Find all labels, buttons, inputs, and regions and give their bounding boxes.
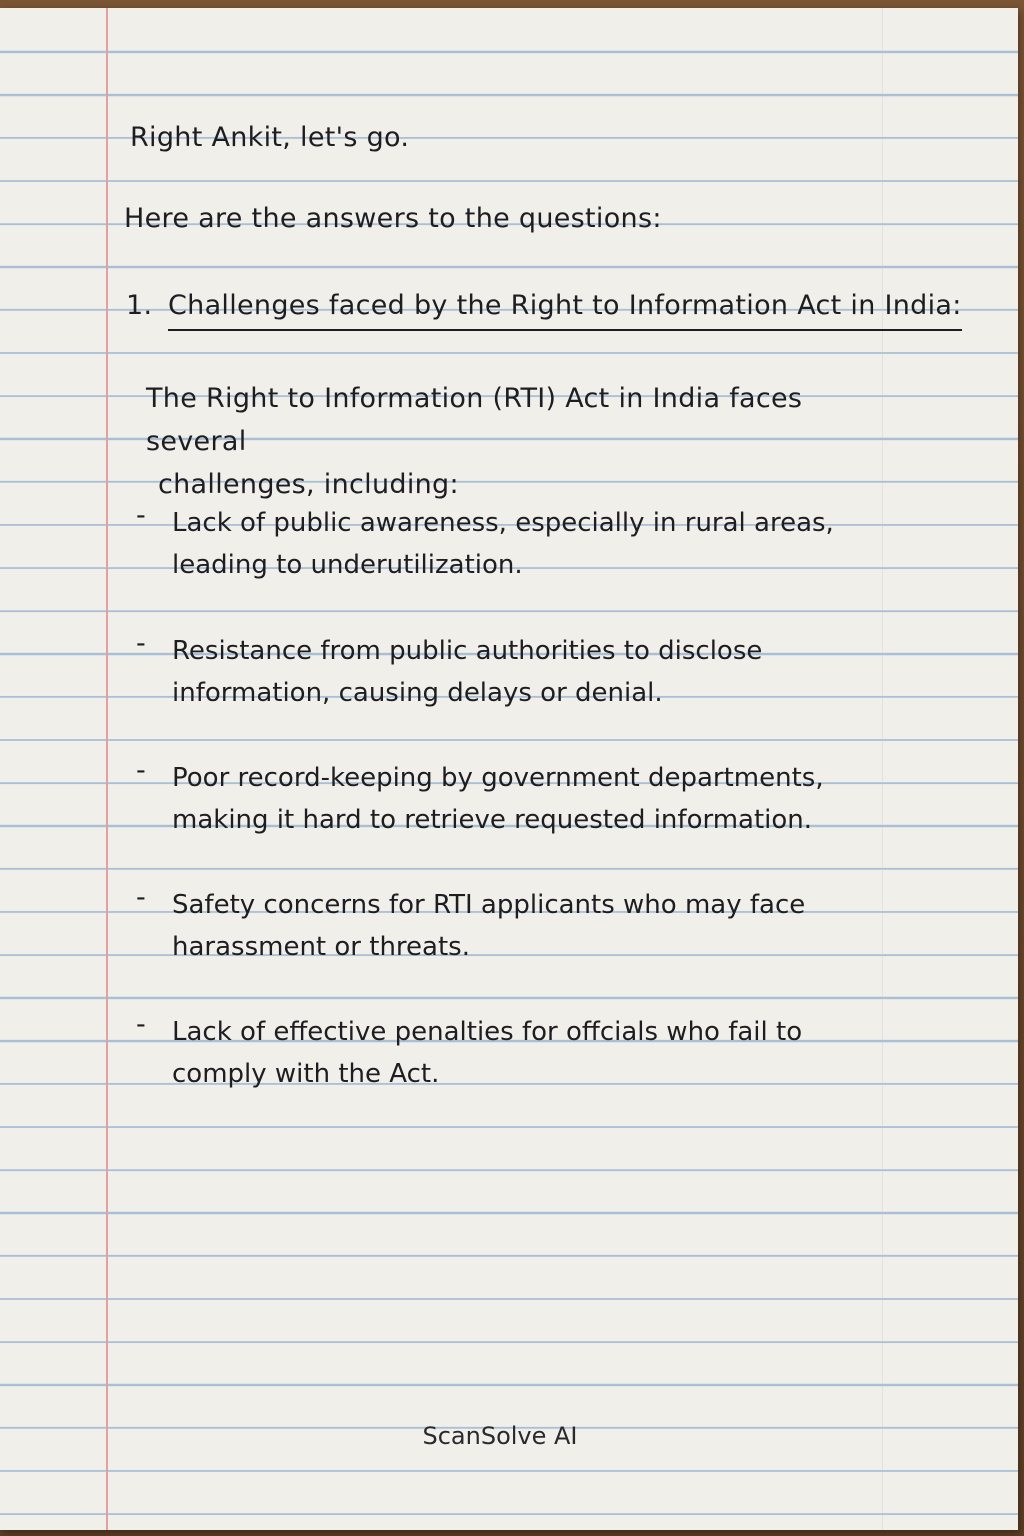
bullet-dash: - (136, 1009, 146, 1040)
greeting-line: Right Ankit, let's go. (130, 122, 410, 153)
bullet-item-record-keeping: Poor record-keeping by government departments, making it hard to retrieve requested information. (172, 763, 824, 835)
question-title: Challenges faced by the Right to Information Act in India: (168, 292, 962, 331)
intro-paragraph (146, 377, 906, 506)
bullet-item-penalties: Lack of effective penalties for offcials who fail to comply with the Act. (172, 1017, 803, 1089)
bullet-item-public-awareness: Lack of public awareness, especially in rural areas, leading to underutilization. (172, 508, 834, 580)
bullet-item-safety-concerns: Safety concerns for RTI applicants who may face harassment or threats. (172, 890, 806, 962)
bullet-dash: - (136, 882, 146, 913)
bullet-dash: - (136, 755, 146, 786)
bullet-dash: - (136, 500, 146, 531)
notebook-page (0, 8, 1018, 1530)
bullet-item-resistance: Resistance from public authorities to disclose information, causing delays or denial. (172, 636, 763, 708)
paragraph-line-1: The Right to Information (RTI) Act in India faces several (146, 383, 803, 457)
question-number: 1. (126, 290, 153, 321)
paragraph-line-2: challenges, including: (158, 469, 459, 500)
footer-watermark: ScanSolve AI (422, 1422, 578, 1450)
bullet-dash: - (136, 628, 146, 659)
intro-line: Here are the answers to the questions: (124, 203, 662, 234)
margin-line (106, 8, 108, 1530)
